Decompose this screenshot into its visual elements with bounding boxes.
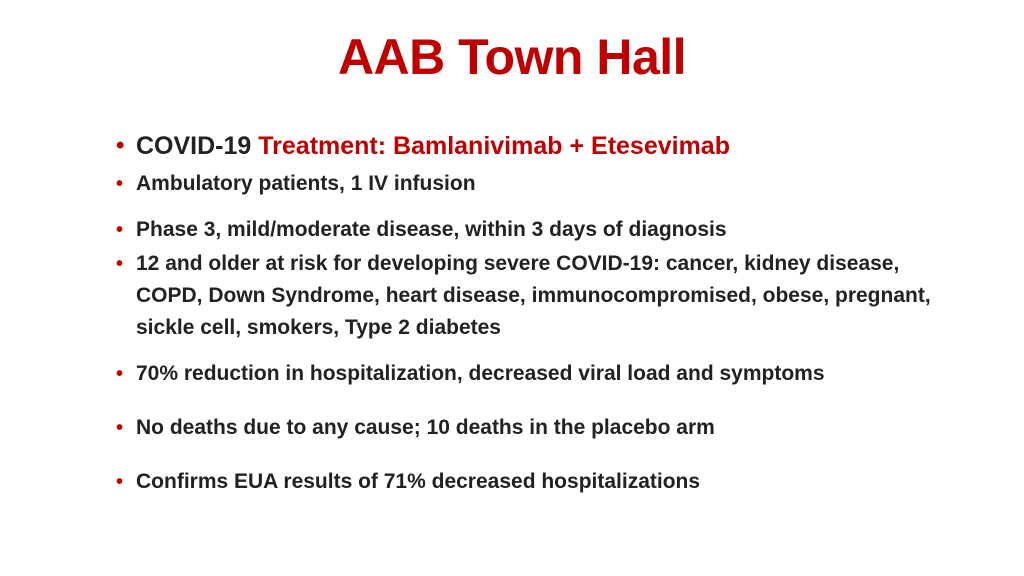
bullet-text: Ambulatory patients, 1 IV infusion <box>136 172 476 195</box>
bullet-text: 12 and older at risk for developing severe COVID-19: cancer, kidney disease, COPD, Down Syndrome, heart disease, immunocompromised, obese, pregnant, sickle cell, smokers, Type 2 diabetes <box>136 252 931 339</box>
bullet-lead <box>116 128 936 164</box>
bullet-item <box>116 168 936 200</box>
bullet-list <box>116 128 936 498</box>
bullet-text: 70% reduction in hospitalization, decreased viral load and symptoms <box>136 362 825 385</box>
bullet-item <box>116 358 936 390</box>
bullet-text: Confirms EUA results of 71% decreased hospitalizations <box>136 470 701 493</box>
bullet-item <box>116 248 936 344</box>
bullet-text: Phase 3, mild/moderate disease, within 3 days of diagnosis <box>136 218 727 241</box>
bullet-item <box>116 466 936 498</box>
bullet-icon: • <box>116 471 124 493</box>
lead-prefix: COVID-19 <box>136 132 252 160</box>
bullet-icon: • <box>116 253 124 275</box>
bullet-icon: • <box>116 132 125 159</box>
bullet-icon: • <box>116 219 124 241</box>
lead-highlight: Treatment: Bamlanivimab + Etesevimab <box>258 132 730 160</box>
slide-title: AAB Town Hall <box>337 29 687 85</box>
bullet-icon: • <box>116 173 124 195</box>
bullet-text: No deaths due to any cause; 10 deaths in the placebo arm <box>136 416 715 439</box>
bullet-icon: • <box>116 417 124 439</box>
bullet-item <box>116 412 936 444</box>
bullet-item <box>116 214 936 246</box>
bullet-icon: • <box>116 363 124 385</box>
